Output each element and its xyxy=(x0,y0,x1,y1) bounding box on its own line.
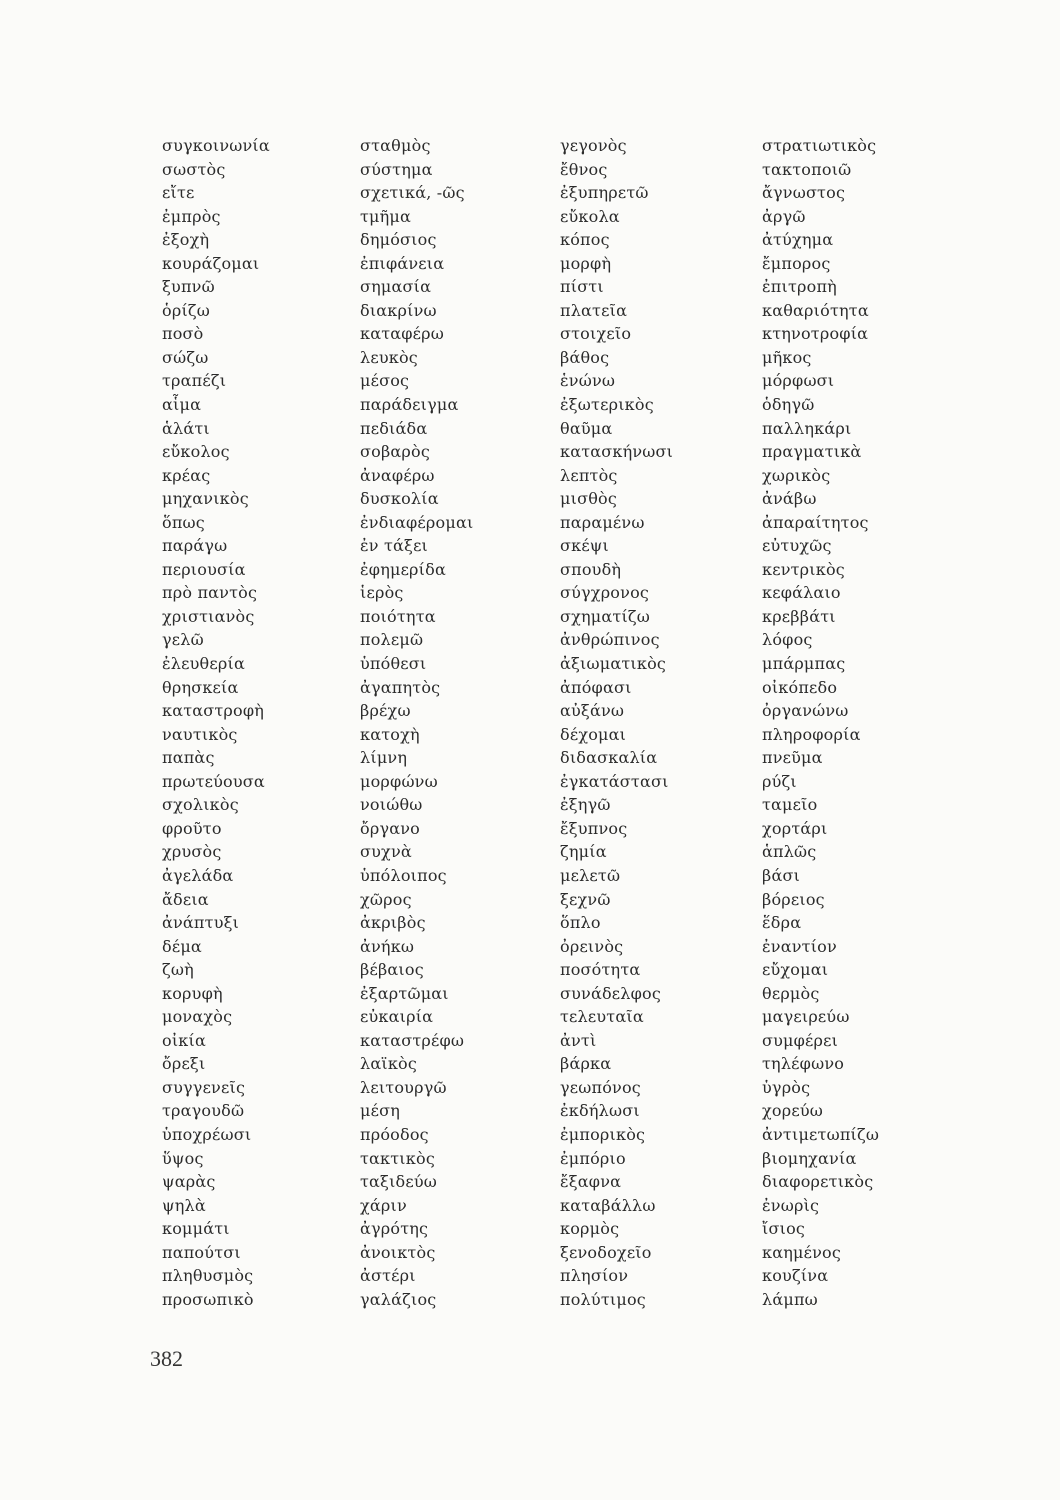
word-entry: ἄγνωστος xyxy=(762,183,846,203)
word-entry: ἐπιφάνεια xyxy=(360,253,445,273)
word-entry: λεπτὸς xyxy=(560,465,618,485)
word-entry: σημασία xyxy=(360,277,432,297)
word-entry: πολεμῶ xyxy=(360,630,424,650)
word-entry: σοβαρὸς xyxy=(360,442,431,462)
word-entry: ζωὴ xyxy=(162,960,194,980)
word-entry: ἀπόφασι xyxy=(560,677,632,697)
word-entry: χῶρος xyxy=(360,889,412,909)
word-entry: ἄδεια xyxy=(162,889,209,909)
word-entry: ξυπνῶ xyxy=(162,277,215,297)
word-entry: ἀπαραίτητος xyxy=(762,512,869,532)
word-entry: εὔχομαι xyxy=(762,960,829,980)
word-entry: ναυτικὸς xyxy=(162,724,238,744)
word-entry: ὑγρὸς xyxy=(762,1077,811,1097)
word-entry: δημόσιος xyxy=(360,230,437,250)
word-entry: ποιότητα xyxy=(360,606,436,626)
word-entry: πολύτιμος xyxy=(560,1289,646,1309)
word-entry: ἐνωρὶς xyxy=(762,1195,820,1215)
word-entry: σπουδὴ xyxy=(560,559,622,579)
word-entry: παλληκάρι xyxy=(762,418,852,438)
word-entry: βάθος xyxy=(560,347,610,367)
word-entry: ἐλευθερία xyxy=(162,654,245,674)
word-entry: σχετικά, -ῶς xyxy=(360,183,465,203)
word-entry: ἀξιωματικὸς xyxy=(560,654,667,674)
word-entry: ἐν τάξει xyxy=(360,536,429,556)
word-entry: ξεχνῶ xyxy=(560,889,611,909)
word-entry: ἐξυπηρετῶ xyxy=(560,183,649,203)
word-entry: διακρίνω xyxy=(360,300,437,320)
word-entry: ὁρίζω xyxy=(162,300,211,320)
word-entry: ἐγκατάστασι xyxy=(560,771,669,791)
word-entry: κεφάλαιο xyxy=(762,583,841,603)
word-entry: σώζω xyxy=(162,347,209,367)
word-entry: ἀνθρώπινος xyxy=(560,630,660,650)
word-entry: οἰκόπεδο xyxy=(762,677,838,697)
word-entry: ἐνδιαφέρομαι xyxy=(360,512,474,532)
word-entry: ἔξυπνος xyxy=(560,818,628,838)
word-entry: ἀγρότης xyxy=(360,1219,429,1239)
word-entry: καταστροφὴ xyxy=(162,701,265,721)
word-entry: πληθυσμὸς xyxy=(162,1266,254,1286)
word-entry: ποσὸ xyxy=(162,324,204,344)
word-entry: ἐξοχὴ xyxy=(162,230,210,250)
word-entry: τραπέζι xyxy=(162,371,227,391)
word-entry: πρωτεύουσα xyxy=(162,771,265,791)
word-entry: χορεύω xyxy=(762,1101,823,1121)
word-entry: ψηλὰ xyxy=(162,1195,206,1215)
word-entry: ἔξαφνα xyxy=(560,1172,622,1192)
word-entry: σχολικὸς xyxy=(162,795,239,815)
word-entry: βόρειος xyxy=(762,889,825,909)
word-entry: παπὰς xyxy=(162,748,215,768)
word-entry: θαῦμα xyxy=(560,418,613,438)
word-entry: ἴσιος xyxy=(762,1219,806,1239)
word-entry: τακτικὸς xyxy=(360,1148,435,1168)
word-entry: γεωπόνος xyxy=(560,1077,641,1097)
word-entry: κατοχὴ xyxy=(360,724,420,744)
word-entry: κομμάτι xyxy=(162,1219,230,1239)
word-entry: ἀντιμετωπίζω xyxy=(762,1124,880,1144)
word-entry: ὁδηγῶ xyxy=(762,395,815,415)
word-entry: ὄρεξι xyxy=(162,1054,206,1074)
word-entry: ψαρὰς xyxy=(162,1172,216,1192)
page-number: 382 xyxy=(150,1346,183,1371)
word-entry: κουράζομαι xyxy=(162,253,260,273)
word-entry: πληροφορία xyxy=(762,724,861,744)
word-entry: μηχανικὸς xyxy=(162,489,249,509)
word-entry: ἐμπρὸς xyxy=(162,206,221,226)
word-entry: μοναχὸς xyxy=(162,1007,233,1027)
word-entry: αἷμα xyxy=(162,395,202,415)
word-entry: ὑπόθεσι xyxy=(360,654,427,674)
word-entry: ὀρεινὸς xyxy=(560,936,624,956)
word-entry: μέση xyxy=(360,1101,400,1121)
word-entry: κορυφὴ xyxy=(162,983,223,1003)
word-entry: αὐξάνω xyxy=(560,701,625,721)
word-entry: ἀντὶ xyxy=(560,1030,597,1050)
word-entry: ἀναφέρω xyxy=(360,465,435,485)
word-entry: εὐκαιρία xyxy=(360,1007,434,1027)
word-entry: πραγματικὰ xyxy=(762,442,862,462)
word-entry: ἀνήκω xyxy=(360,936,415,956)
word-entry: ποσότητα xyxy=(560,960,641,980)
word-entry: χορτάρι xyxy=(762,818,828,838)
word-entry: λευκὸς xyxy=(360,347,418,367)
word-entry: βρέχω xyxy=(360,701,411,721)
word-entry: ἀνάβω xyxy=(762,489,817,509)
word-entry: πλατεῖα xyxy=(560,300,628,320)
word-entry: παράγω xyxy=(162,536,228,556)
word-entry: γεγονὸς xyxy=(560,136,627,155)
word-entry: ζημία xyxy=(560,842,607,862)
word-entry: θρησκεία xyxy=(162,677,239,697)
word-entry: ἀκριβὸς xyxy=(360,913,426,933)
word-entry: διδασκαλία xyxy=(560,748,658,768)
word-entry: ἀργῶ xyxy=(762,206,806,226)
word-entry: διαφορετικὸς xyxy=(762,1172,874,1192)
word-entry: συμφέρει xyxy=(762,1030,839,1050)
word-entry: σύστημα xyxy=(360,159,433,179)
word-entry: πρὸ παντὸς xyxy=(162,583,258,603)
word-entry: κορμὸς xyxy=(560,1219,620,1239)
word-entry: λόφος xyxy=(762,630,813,650)
word-entry: μισθὸς xyxy=(560,489,618,509)
word-entry: λίμνη xyxy=(360,748,408,768)
word-entry: πλησίον xyxy=(560,1266,629,1286)
word-entry: ἀγαπητὸς xyxy=(360,677,441,697)
word-entry: ὕψος xyxy=(162,1148,204,1168)
word-entry: πεδιάδα xyxy=(360,418,428,438)
word-entry: ὑπόλοιπος xyxy=(360,865,447,885)
word-entry: ὅπως xyxy=(162,512,205,532)
word-column-2 xyxy=(360,134,473,1311)
word-entry: συγγενεῖς xyxy=(162,1077,246,1097)
word-entry: κρέας xyxy=(162,465,211,485)
word-entry: μπάρμπας xyxy=(762,654,846,674)
word-entry: καταβάλλω xyxy=(560,1195,656,1215)
word-entry: δυσκολία xyxy=(360,489,439,509)
word-entry: ταξιδεύω xyxy=(360,1172,438,1192)
word-entry: χρυσὸς xyxy=(162,842,222,862)
word-entry: παραμένω xyxy=(560,512,645,532)
word-entry: εὔκολα xyxy=(560,206,620,226)
word-entry: συχνὰ xyxy=(360,842,412,862)
word-entry: ἀστέρι xyxy=(360,1266,416,1286)
word-entry: ἔθνος xyxy=(560,159,608,179)
word-entry: στοιχεῖο xyxy=(560,324,632,344)
word-entry: ὑποχρέωσι xyxy=(162,1124,252,1144)
word-column-1 xyxy=(162,134,270,1311)
word-entry: ἀτύχημα xyxy=(762,230,834,250)
word-entry: ἕδρα xyxy=(762,913,802,933)
word-entry: μελετῶ xyxy=(560,865,621,885)
word-entry: εἴτε xyxy=(162,183,195,203)
word-entry: ἔμπορος xyxy=(762,253,831,273)
word-entry: φροῦτο xyxy=(162,818,222,838)
word-entry: καθαριότητα xyxy=(762,300,869,320)
word-entry: καημένος xyxy=(762,1242,841,1262)
word-entry: προσωπικὸ xyxy=(162,1289,254,1309)
word-entry: δέμα xyxy=(162,936,202,956)
word-column-4 xyxy=(762,134,879,1311)
word-entry: πρόοδος xyxy=(360,1124,429,1144)
word-entry: περιουσία xyxy=(162,559,246,579)
word-entry: βέβαιος xyxy=(360,960,424,980)
word-entry: ὅπλο xyxy=(560,913,601,933)
word-entry: ἐπιτροπὴ xyxy=(762,277,837,297)
word-entry: μέσος xyxy=(360,371,410,391)
word-entry: ἁπλῶς xyxy=(762,842,817,862)
word-entry: κτηνοτροφία xyxy=(762,324,869,344)
word-entry: βάσι xyxy=(762,865,801,885)
word-entry: μόρφωσι xyxy=(762,371,835,391)
word-entry: βάρκα xyxy=(560,1054,612,1074)
word-entry: εὔκολος xyxy=(162,442,230,462)
word-entry: ταμεῖο xyxy=(762,795,818,815)
word-entry: ὀργανώνω xyxy=(762,701,849,721)
word-column-3 xyxy=(560,134,673,1311)
word-entry: μορφώνω xyxy=(360,771,438,791)
word-entry: ἐκδήλωσι xyxy=(560,1101,640,1121)
word-entry: ἐξωτερικὸς xyxy=(560,395,654,415)
word-entry: σχηματίζω xyxy=(560,606,651,626)
word-entry: ἁλάτι xyxy=(162,418,210,438)
word-entry: κόπος xyxy=(560,230,610,250)
word-entry: χάριν xyxy=(360,1195,407,1215)
word-entry: ἐφημερίδα xyxy=(360,559,446,579)
word-entry: ἐμπόριο xyxy=(560,1148,626,1168)
word-entry: συγκοινωνία xyxy=(162,136,270,155)
word-entry: καταφέρω xyxy=(360,324,445,344)
word-entry: παράδειγμα xyxy=(360,395,459,415)
word-entry: νοιώθω xyxy=(360,795,423,815)
word-entry: χωρικὸς xyxy=(762,465,831,485)
word-entry: ὄργανο xyxy=(360,818,420,838)
word-entry: ρύζι xyxy=(762,771,797,791)
word-entry: τηλέφωνο xyxy=(762,1054,845,1074)
word-entry: γαλάζιος xyxy=(360,1289,437,1309)
word-entry: συνάδελφος xyxy=(560,983,662,1003)
word-entry: ἱερὸς xyxy=(360,583,404,603)
word-entry: λαϊκὸς xyxy=(360,1054,418,1074)
word-entry: ἐναντίον xyxy=(762,936,837,956)
word-entry: ἀγελάδα xyxy=(162,865,234,885)
word-entry: γελῶ xyxy=(162,630,204,650)
word-entry: μῆκος xyxy=(762,347,812,367)
word-entry: ξενοδοχεῖο xyxy=(560,1242,652,1262)
word-entry: τμῆμα xyxy=(360,206,412,226)
word-entry: ἐξαρτῶμαι xyxy=(360,983,449,1003)
word-entry: πνεῦμα xyxy=(762,748,823,768)
word-entry: σωστὸς xyxy=(162,159,226,179)
word-entry: μαγειρεύω xyxy=(762,1007,850,1027)
word-entry: τελευταῖα xyxy=(560,1007,644,1027)
word-entry: κουζίνα xyxy=(762,1266,829,1286)
word-entry: χριστιανὸς xyxy=(162,606,255,626)
word-entry: οἰκία xyxy=(162,1030,206,1050)
word-entry: σκέψι xyxy=(560,536,610,556)
word-entry: ἑνώνω xyxy=(560,371,616,391)
word-entry: σταθμὸς xyxy=(360,136,431,155)
word-entry: κατασκήνωσι xyxy=(560,442,674,462)
word-entry: κεντρικὸς xyxy=(762,559,845,579)
word-entry: σύγχρονος xyxy=(560,583,650,603)
word-entry: ἀνάπτυξι xyxy=(162,913,240,933)
word-entry: στρατιωτικὸς xyxy=(762,136,877,155)
word-entry: λάμπω xyxy=(762,1289,818,1309)
word-entry: ἐμπορικὸς xyxy=(560,1124,646,1144)
word-entry: τραγουδῶ xyxy=(162,1101,245,1121)
word-entry: πίστι xyxy=(560,277,604,297)
word-entry: εὐτυχῶς xyxy=(762,536,832,556)
word-entry: λειτουργῶ xyxy=(360,1077,447,1097)
word-entry: καταστρέφω xyxy=(360,1030,465,1050)
word-entry: θερμὸς xyxy=(762,983,820,1003)
word-entry: παπούτσι xyxy=(162,1242,241,1262)
word-entry: ἐξηγῶ xyxy=(560,795,611,815)
word-entry: μορφὴ xyxy=(560,253,612,273)
word-entry: κρεββάτι xyxy=(762,606,836,626)
word-entry: τακτοποιῶ xyxy=(762,159,852,179)
word-entry: δέχομαι xyxy=(560,724,627,744)
word-entry: βιομηχανία xyxy=(762,1148,857,1168)
word-entry: ἀνοικτὸς xyxy=(360,1242,436,1262)
